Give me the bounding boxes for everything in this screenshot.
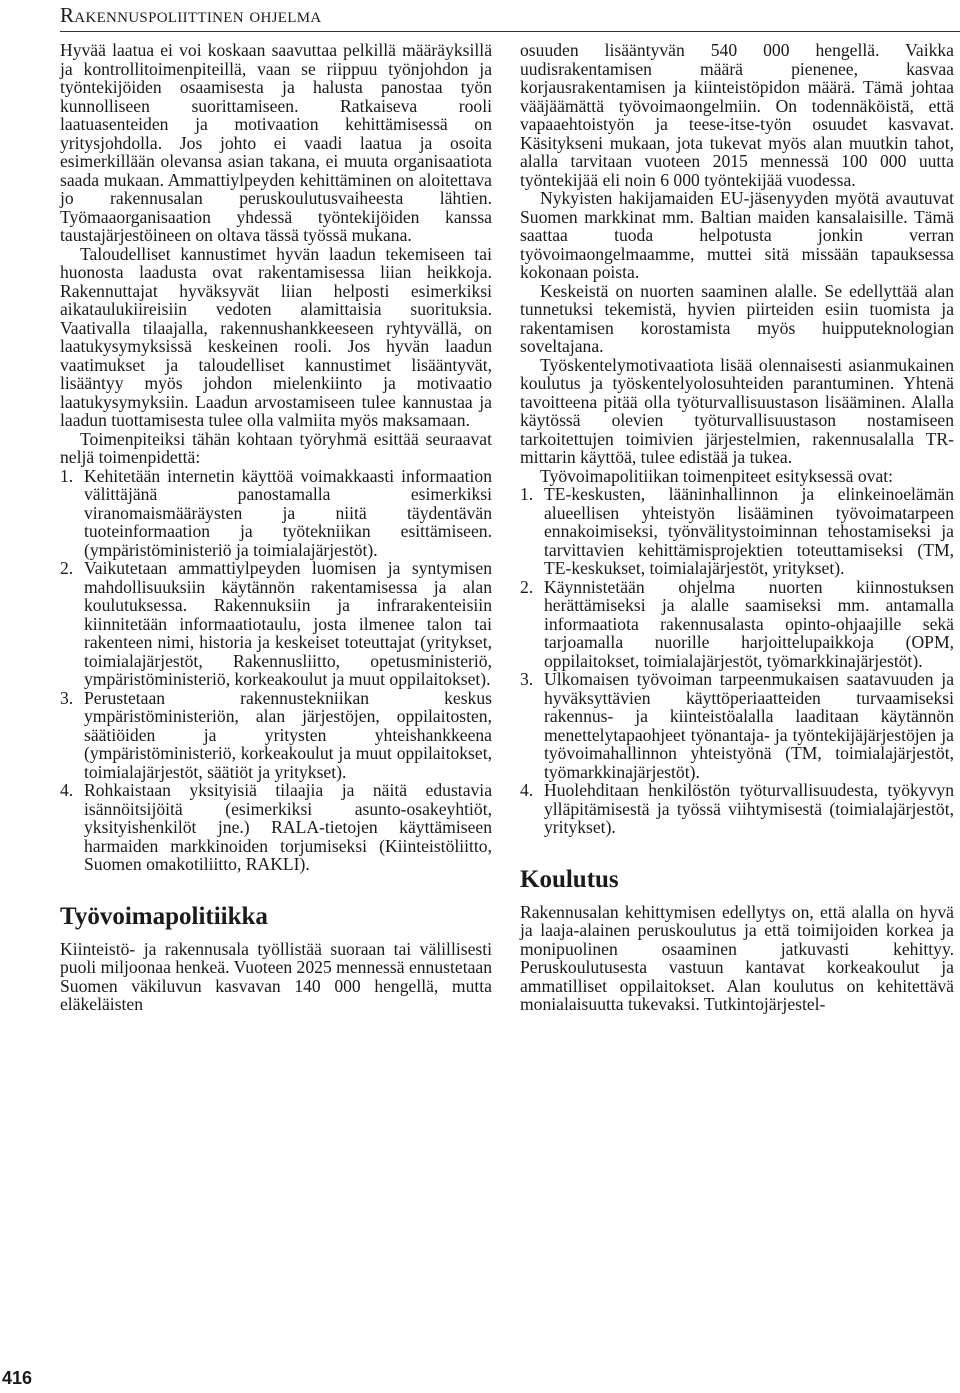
right-column xyxy=(520,41,954,1014)
section-heading: Koulutus xyxy=(520,865,619,893)
list-item xyxy=(60,467,492,560)
section-heading: Työvoimapolitiikka xyxy=(60,902,268,930)
list-number: 1. xyxy=(520,484,534,504)
paragraph: Hyvää laatua ei voi koskaan saavuttaa pelkillä määräyksillä ja kontrollitoimenpiteillä, vaan se riippuu työnjohdon ja työntekijöiden osaamisesta ja halusta panostaa työn kunnolliseen suorittamiseen. Ratkaiseva rooli laatuasenteiden ja motivaation kehittämisessä on yritysjohdolla. Jos johto ei vaadi laatua ja osoita esimerkillään olevansa asian takana, ei muuta organisaatiota saada mukaan. Ammattiylpeyden kehittäminen on aloitettava jo rakennusalan peruskoulutusvaiheesta lähtien. Työmaaorganisaation yhdessä työntekijöiden kanssa taustajärjestöineen on oltava tässä työssä mukana. xyxy=(60,40,492,245)
list-item-text: TE-keskusten, lääninhallinnon ja elinkeinoelämän alueellisen yhteistyön lisääminen työvoimatarpeen ennakoimiseksi, työnvälitystoiminnan tehostamiseksi ja tarvittavien kehittämisprojektien toteuttamiseksi (TM, TE-keskukset, toimialajärjestöt, yritykset). xyxy=(544,484,954,578)
list-item xyxy=(60,689,492,782)
paragraph: Taloudelliset kannustimet hyvän laadun tekemiseen tai huonosta laadusta ovat rakentamisessa liian heikkoja. Rakennuttajat hyväksyvät liian helposti esimerkiksi aikataulukiireisiin vedoten alamittaisia suorituksia. Vaativalla tilaajalla, rakennushankkeeseen ryhtyvällä, on laatukysymyksissä keskeinen rooli. Jos hyvän laadun vaatimukset ja taloudelliset kannustimet lisääntyvät, lisääntyy myös johdon mielenkiinto ja motivaatio laatukysymyksiin. Laadun arvostamiseen tulee kannustaa ja laadun tuottamisesta tulee olla valmiita myös maksamaan. xyxy=(60,243,492,430)
paragraph: Nykyisten hakijamaiden EU-jäsenyyden myötä avautuvat Suomen markkinat mm. Baltian maiden kansalaisille. Tämä saattaa tuoda helpotusta jonkin verran työvoimaongelmaamme, muttei sitä missään tapauksessa kokonaan poista. xyxy=(520,188,954,282)
list-item xyxy=(520,485,954,578)
list-item-text: Vaikutetaan ammattiylpeyden luomisen ja syntymisen mahdollisuuksiin käytännön rakentamisessa ja alan koulutuksessa. Rakennuksiin ja infrarakenteisiin kiinnitetään informaatiotaulu, josta ilmenee talon tai rakenteen nimi, historia ja keskeiset toteuttajat (yritykset, toimialajärjestöt, Rakennusliitto, opetusministeriö, ympäristöministeriö, korkeakoulut ja muut oppilaitokset). xyxy=(84,558,492,689)
measures-list xyxy=(520,485,954,837)
left-column xyxy=(60,41,492,1014)
list-item-text: Käynnistetään ohjelma nuorten kiinnostuksen herättämiseksi ja alalle saamiseksi mm. antamalla informaatiota rakennusalasta opinto-ohjaajille sekä tarjoamalla nuorille harjoittelupaikkoja (OPM, oppilaitokset, toimialajärjestöt, työmarkkinajärjestöt). xyxy=(544,576,954,671)
list-item-text: Kehitetään internetin käyttöä voimakkaasti informaation välittäjänä panostamalla esimerkiksi viranomaismääräysten ja niitä täydentävän tuoteinformaation ja työtekniikan esittämiseen. (ympäristöministeriö ja toimialajärjestöt). xyxy=(84,465,492,560)
list-item-text: Rohkaistaan yksityisiä tilaajia ja näitä edustavia isännöitsijöitä (esimerkiksi asunto-osakeyhtiöt, yksityishenkilöt jne.) RALA-tietojen käyttämiseen harmaiden markkinoiden torjumiseksi (Kiinteistöliitto, Suomen omakotiliitto, RAKLI). xyxy=(84,780,492,874)
list-number: 4. xyxy=(520,780,534,800)
paragraph: Keskeistä on nuorten saaminen alalle. Se edellyttää alan tunnetuksi tekemistä, hyvien piirteiden esiin tuomista ja rakentamisen korostamista myös huipputeknologian soveltajana. xyxy=(520,280,954,356)
list-item xyxy=(520,781,954,837)
paragraph: Työskentelymotivaatiota lisää olennaisesti asianmukainen koulutus ja työskentelyolosuhteiden parantuminen. Yhtenä tavoitteena pitää olla työturvallisuustason lisääminen. Alalla käytössä olevien työturvallisuustason nostamiseen tarkoitettujen toimivien järjestelmien, rakennusalalla TR-mittarin käyttöä, tulee edistää ja tukea. xyxy=(520,354,954,467)
paragraph: Toimenpiteiksi tähän kohtaan työryhmä esittää seuraavat neljä toimenpidettä: xyxy=(60,428,492,467)
list-item xyxy=(60,559,492,689)
list-item-text: Huolehditaan henkilöstön työturvallisuudesta, työkyvyn ylläpitämisestä ja työssä viihtymisestä (toimialajärjestöt, yritykset). xyxy=(544,780,954,837)
paragraph: Rakennusalan kehittymisen edellytys on, että alalla on hyvä ja laaja-alainen peruskoulutus ja että toimijoiden korkea ja monipuolinen osaaminen jatkuvasti kehittyy. Peruskoulutusesta vastuun kantavat korkeakoulut ja ammatilliset oppilaitokset. Alan koulutus on kehitettävä monialaisuutta tukevaksi. Tutkintojärjestel- xyxy=(520,901,954,1014)
list-number: 2. xyxy=(520,576,534,597)
list-number: 1. xyxy=(60,465,74,486)
list-item xyxy=(60,781,492,874)
list-number: 3. xyxy=(60,687,74,708)
running-title: Rakennuspoliittinen ohjelma xyxy=(60,3,322,27)
list-item-text: Ulkomaisen työvoiman tarpeenmukaisen saatavuuden ja hyväksyttävien käyttöperiaatteiden turvaamiseksi rakennus- ja kiinteistöalalla laaditaan käytännön menettelytapaohjeet työnantaja- ja työntekijäjärjestöjen ja työvoimahallinnon yhteistyönä (TM, toimialajärjestöt, työmarkkinajärjestöt). xyxy=(544,669,954,782)
list-number: 2. xyxy=(60,558,74,578)
paragraph: Työvoimapolitiikan toimenpiteet esityksessä ovat: xyxy=(540,465,894,486)
list-item-text: Perustetaan rakennustekniikan keskus ympäristöministeriön, alan järjestöjen, oppilaitosten, säätiöiden ja yritysten yhteishankkeena (ympäristöministeriö, korkeakoulut ja muut oppilaitokset, toimialajärjestöt, säätiöt ja yritykset). xyxy=(84,687,492,782)
header-rule xyxy=(60,31,960,32)
list-item xyxy=(520,578,954,671)
measures-list xyxy=(60,467,492,874)
list-item xyxy=(520,670,954,781)
paragraph: Kiinteistö- ja rakennusala työllistää suoraan tai välillisesti puoli miljoonaa henkeä. Vuoteen 2025 mennessä ennustetaan Suomen väkiluvun kasvavan 140 000 hengellä, mutta eläkeläisten xyxy=(60,938,492,1014)
page-number: 416 xyxy=(2,1368,33,1388)
list-number: 4. xyxy=(60,780,74,800)
paragraph: osuuden lisääntyvän 540 000 hengellä. Vaikka uudisrakentamisen määrä pienenee, kasvaa korjausrakentamisen ja kiinteistöpidon määrä. Tämä johtaa vääjäämättä työvoimaongelmiin. On todennäköistä, että vapaaehtoistyön ja teese-itse-työn osuudet kasvavat. Käsitykseni mukaan, jota tukevat myös alan muutkin tahot, alalla tarvitaan vuoteen 2015 mennessä 100 000 uutta työntekijää eli noin 6 000 työntekijää vuodessa. xyxy=(520,40,954,190)
list-number: 3. xyxy=(520,669,534,689)
